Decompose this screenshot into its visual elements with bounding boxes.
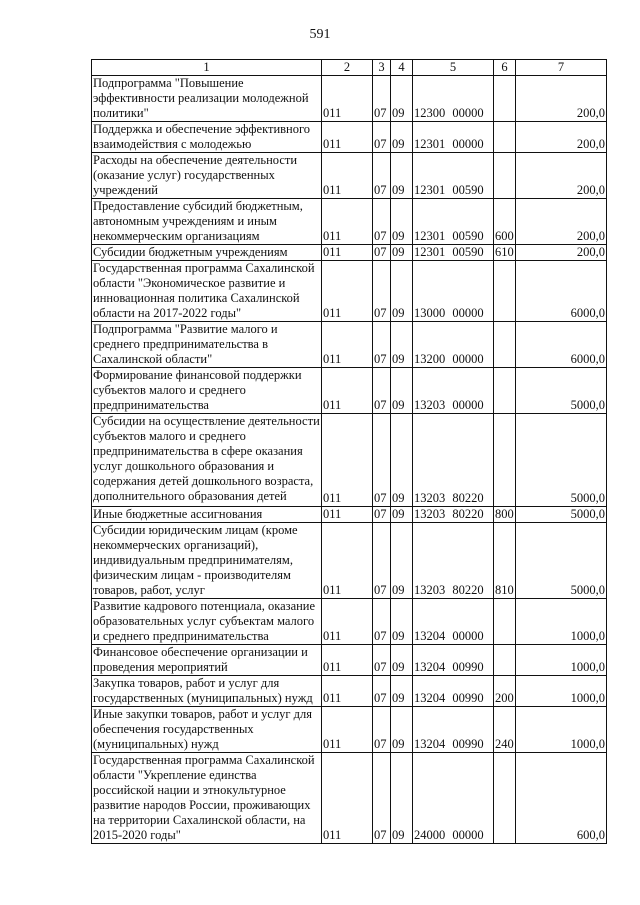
section-code: 07 bbox=[373, 76, 391, 122]
row-name: Субсидии на осуществление деятельности субъектов малого и среднего предпринимательства в сфере оказания услуг дошкольного образования и содержания детей дошкольного возраста, дополнительного образования детей bbox=[92, 414, 322, 507]
section-code: 07 bbox=[373, 368, 391, 414]
target-article-code: 13203 80220 bbox=[413, 414, 494, 507]
expense-type-code bbox=[494, 599, 516, 645]
table-row bbox=[92, 753, 607, 844]
row-name: Развитие кадрового потенциала, оказание образовательных услуг субъектам малого и среднего предпринимательства bbox=[92, 599, 322, 645]
target-article-code: 12301 00590 bbox=[413, 245, 494, 261]
table-row bbox=[92, 676, 607, 707]
expense-type-code: 610 bbox=[495, 245, 514, 259]
column-header: 3 bbox=[373, 60, 391, 76]
table-body bbox=[92, 76, 607, 844]
ministry-code: 011 bbox=[322, 368, 373, 414]
target-article-code: 13204 00990 bbox=[413, 645, 494, 676]
amount: 5000,0 bbox=[516, 414, 607, 507]
section-code: 07 bbox=[373, 707, 391, 753]
table-row bbox=[92, 153, 607, 199]
row-name: Финансовое обеспечение организации и проведения мероприятий bbox=[92, 645, 322, 676]
expense-type-code: 240 bbox=[494, 707, 516, 753]
amount: 5000,0 bbox=[516, 507, 607, 523]
ministry-code: 011 bbox=[322, 245, 373, 261]
row-name: Подпрограмма "Повышение эффективности реализации молодежной политики" bbox=[92, 76, 322, 122]
ministry-code: 011 bbox=[322, 707, 373, 753]
amount: 600,0 bbox=[516, 753, 607, 844]
expense-type-code bbox=[494, 261, 516, 322]
budget-table bbox=[91, 59, 607, 844]
table-row bbox=[92, 122, 607, 153]
target-article-code: 12300 00000 bbox=[413, 76, 494, 122]
ministry-code: 011 bbox=[322, 122, 373, 153]
table-row bbox=[92, 599, 607, 645]
row-name: Расходы на обеспечение деятельности (оказание услуг) государственных учреждений bbox=[92, 153, 322, 199]
row-name: Государственная программа Сахалинской области "Экономическое развитие и инновационная политика Сахалинской области на 2017-2022 годы" bbox=[92, 261, 322, 322]
row-name: Закупка товаров, работ и услуг для государственных (муниципальных) нужд bbox=[92, 676, 322, 707]
ministry-code: 011 bbox=[322, 414, 373, 507]
column-header: 2 bbox=[322, 60, 373, 76]
section-code: 07 bbox=[373, 153, 391, 199]
section-code: 07 bbox=[373, 753, 391, 844]
section-code: 07 bbox=[373, 676, 391, 707]
amount: 1000,0 bbox=[516, 599, 607, 645]
target-article-code: 13203 00000 bbox=[413, 368, 494, 414]
amount: 1000,0 bbox=[516, 707, 607, 753]
amount: 1000,0 bbox=[516, 645, 607, 676]
page-number: 591 bbox=[309, 27, 331, 42]
row-name: Иные бюджетные ассигнования bbox=[92, 507, 322, 523]
subsection-code: 09 bbox=[391, 245, 413, 261]
expense-type-code bbox=[494, 76, 516, 122]
table-row bbox=[92, 707, 607, 753]
expense-type-code: 200 bbox=[494, 676, 516, 707]
table-row bbox=[92, 523, 607, 599]
row-name: Предоставление субсидий бюджетным, автономным учреждениям и иным некоммерческим организациям bbox=[92, 199, 322, 245]
expense-type-code bbox=[494, 368, 516, 414]
section-code: 07 bbox=[373, 645, 391, 676]
ministry-code: 011 bbox=[322, 676, 373, 707]
expense-type-code bbox=[494, 414, 516, 507]
amount: 6000,0 bbox=[516, 261, 607, 322]
expense-type-code bbox=[494, 322, 516, 368]
table-row bbox=[92, 507, 607, 523]
table-row bbox=[92, 414, 607, 507]
subsection-code: 09 bbox=[391, 122, 413, 153]
subsection-code: 09 bbox=[391, 753, 413, 844]
target-article-code: 12301 00590 bbox=[413, 199, 494, 245]
target-article-code: 13200 00000 bbox=[413, 322, 494, 368]
row-name: Поддержка и обеспечение эффективного взаимодействия с молодежью bbox=[92, 122, 322, 153]
amount: 200,0 bbox=[516, 122, 607, 153]
table-row bbox=[92, 199, 607, 245]
target-article-code: 12301 00590 bbox=[413, 153, 494, 199]
ministry-code: 011 bbox=[322, 599, 373, 645]
subsection-code: 09 bbox=[391, 322, 413, 368]
subsection-code: 09 bbox=[391, 707, 413, 753]
subsection-code: 09 bbox=[391, 153, 413, 199]
amount: 200,0 bbox=[516, 153, 607, 199]
subsection-code: 09 bbox=[391, 368, 413, 414]
amount: 200,0 bbox=[516, 76, 607, 122]
row-name: Подпрограмма "Развитие малого и среднего предпринимательства в Сахалинской области" bbox=[92, 322, 322, 368]
ministry-code: 011 bbox=[322, 199, 373, 245]
subsection-code: 09 bbox=[391, 599, 413, 645]
amount: 6000,0 bbox=[516, 322, 607, 368]
expense-type-code bbox=[494, 645, 516, 676]
subsection-code: 09 bbox=[391, 645, 413, 676]
target-article-code: 13204 00000 bbox=[413, 599, 494, 645]
column-header: 1 bbox=[92, 60, 322, 76]
column-header: 5 bbox=[413, 60, 494, 76]
subsection-code: 09 bbox=[391, 523, 413, 599]
expense-type-code bbox=[494, 753, 516, 844]
table-row bbox=[92, 322, 607, 368]
target-article-code: 13204 00990 bbox=[413, 707, 494, 753]
column-header: 4 bbox=[391, 60, 413, 76]
ministry-code: 011 bbox=[322, 261, 373, 322]
subsection-code: 09 bbox=[391, 199, 413, 245]
ministry-code: 011 bbox=[322, 523, 373, 599]
section-code: 07 bbox=[373, 199, 391, 245]
expense-type-code bbox=[494, 122, 516, 153]
subsection-code: 09 bbox=[391, 261, 413, 322]
amount: 5000,0 bbox=[516, 368, 607, 414]
section-code: 07 bbox=[373, 523, 391, 599]
ministry-code: 011 bbox=[322, 322, 373, 368]
column-header: 6 bbox=[494, 60, 516, 76]
target-article-code: 13203 80220 bbox=[413, 523, 494, 599]
expense-type-code: 810 bbox=[494, 523, 516, 599]
section-code: 07 bbox=[373, 599, 391, 645]
amount: 200,0 bbox=[516, 199, 607, 245]
section-code: 07 bbox=[373, 322, 391, 368]
target-article-code: 13000 00000 bbox=[413, 261, 494, 322]
row-name: Иные закупки товаров, работ и услуг для обеспечения государственных (муниципальных) нужд bbox=[92, 707, 322, 753]
row-name: Субсидии бюджетным учреждениям bbox=[92, 245, 322, 261]
row-name: Субсидии юридическим лицам (кроме некоммерческих организаций), индивидуальным предпринимателям, физическим лицам - производителям товаров, работ, услуг bbox=[92, 523, 322, 599]
table-row bbox=[92, 368, 607, 414]
target-article-code: 24000 00000 bbox=[413, 753, 494, 844]
ministry-code: 011 bbox=[322, 76, 373, 122]
target-article-code: 13204 00990 bbox=[413, 676, 494, 707]
column-header: 7 bbox=[516, 60, 607, 76]
ministry-code: 011 bbox=[322, 153, 373, 199]
target-article-code: 12301 00000 bbox=[413, 122, 494, 153]
ministry-code: 011 bbox=[322, 645, 373, 676]
amount: 5000,0 bbox=[516, 523, 607, 599]
ministry-code: 011 bbox=[322, 753, 373, 844]
table-header-row bbox=[92, 60, 607, 76]
ministry-code: 011 bbox=[322, 507, 373, 523]
expense-type-code: 600 bbox=[494, 199, 516, 245]
amount: 200,0 bbox=[516, 245, 607, 261]
section-code: 07 bbox=[373, 245, 391, 261]
subsection-code: 09 bbox=[391, 676, 413, 707]
table-row bbox=[92, 261, 607, 322]
section-code: 07 bbox=[373, 414, 391, 507]
target-article-code: 13203 80220 bbox=[413, 507, 494, 523]
expense-type-code: 800 bbox=[495, 507, 514, 521]
subsection-code: 09 bbox=[391, 414, 413, 507]
row-name: Формирование финансовой поддержки субъектов малого и среднего предпринимательства bbox=[92, 368, 322, 414]
row-name: Государственная программа Сахалинской области "Укрепление единства российской нации и этнокультурное развитие народов России, проживающих на территории Сахалинской области, на 2015-2020 годы" bbox=[92, 753, 322, 844]
subsection-code: 09 bbox=[391, 507, 413, 523]
amount: 1000,0 bbox=[516, 676, 607, 707]
table-row bbox=[92, 645, 607, 676]
table-row bbox=[92, 76, 607, 122]
expense-type-code bbox=[494, 153, 516, 199]
subsection-code: 09 bbox=[391, 76, 413, 122]
section-code: 07 bbox=[373, 122, 391, 153]
table-row bbox=[92, 245, 607, 261]
section-code: 07 bbox=[373, 261, 391, 322]
section-code: 07 bbox=[373, 507, 391, 523]
